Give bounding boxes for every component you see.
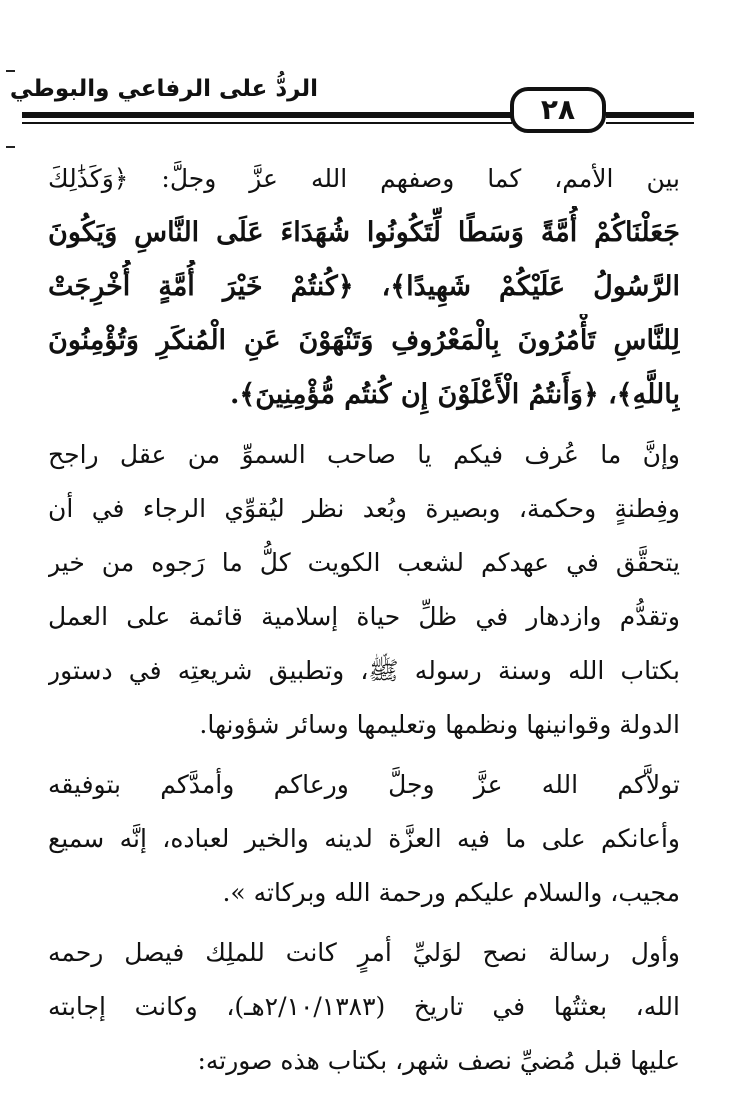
- text-line: لِلنَّاسِ تَأْمُرُونَ بِالْمَعْرُوفِ وَتَنْهَوْنَ عَنِ الْمُنكَرِ وَتُؤْمِنُونَ: [48, 325, 680, 356]
- paragraph: [48, 428, 680, 752]
- text-line: عليها قبل مُضيِّ نصف شهر، بكتاب هذه صورته:: [197, 1046, 680, 1075]
- text-line: وإنَّ ما عُرف فيكم يا صاحب السموِّ من عقل راجح: [48, 440, 680, 469]
- running-title: الردُّ على الرفاعي والبوطي: [9, 76, 318, 102]
- page-number: ٢٨: [510, 87, 606, 133]
- page-header: [9, 70, 698, 145]
- text-line: يتحقَّق في عهدكم لشعب الكويت كلُّ ما رَجوه من خير: [48, 548, 680, 577]
- header-rule: [22, 112, 512, 118]
- text-line: بين الأمم، كما وصفهم الله عزَّ وجلَّ: ﴿وَكَذَٰلِكَ: [48, 164, 680, 193]
- text-line: تولاَّكم الله عزَّ وجلَّ ورعاكم وأمدَّكم بتوفيقه: [48, 770, 680, 799]
- paragraph: [48, 926, 680, 1088]
- text-line: الرَّسُولُ عَلَيْكُمْ شَهِيدًا﴾، ﴿كُنتُمْ خَيْرَ أُمَّةٍ أُخْرِجَتْ: [48, 271, 680, 302]
- text-line: جَعَلْنَاكُمْ أُمَّةً وَسَطًا لِّتَكُونُوا شُهَدَاءَ عَلَى النَّاسِ وَيَكُونَ: [48, 217, 680, 248]
- header-rule: [606, 112, 694, 118]
- body-text: [48, 152, 680, 1088]
- header-rule: [606, 122, 694, 124]
- text-line: الدولة وقوانينها ونظمها وتعليمها وسائر شؤونها.: [199, 710, 680, 739]
- text-line: وفِطنةٍ وحكمة، وبصيرة وبُعد نظر ليُقوِّي الرجاء في أن: [48, 494, 680, 523]
- text-line: بكتاب الله وسنة رسوله ﷺ، وتطبيق شريعتِه في دستور: [48, 656, 680, 685]
- paragraph: [48, 152, 680, 422]
- margin-mark: [6, 146, 15, 148]
- text-line: مجيب، والسلام عليكم ورحمة الله وبركاته ».: [222, 878, 680, 907]
- text-line: وتقدُّم وازدهار في ظلِّ حياة إسلامية قائمة على العمل: [48, 602, 680, 631]
- paragraph: [48, 758, 680, 920]
- margin-mark: [6, 70, 15, 72]
- text-line: وأول رسالة نصح لوَليِّ أمرٍ كانت للملِك فيصل رحمه: [48, 938, 680, 967]
- header-rule: [22, 122, 512, 124]
- text-line: وأعانكم على ما فيه العزَّة لدينه والخير لعباده، إنَّه سميع: [48, 824, 680, 853]
- text-line: بِاللَّهِ﴾، ﴿وَأَنتُمُ الْأَعْلَوْنَ إِن كُنتُم مُّؤْمِنِينَ﴾.: [229, 379, 680, 410]
- text-line: الله، بعثتُها في تاريخ (٢/١٠/١٣٨٣هـ)، وكانت إجابته: [48, 992, 680, 1021]
